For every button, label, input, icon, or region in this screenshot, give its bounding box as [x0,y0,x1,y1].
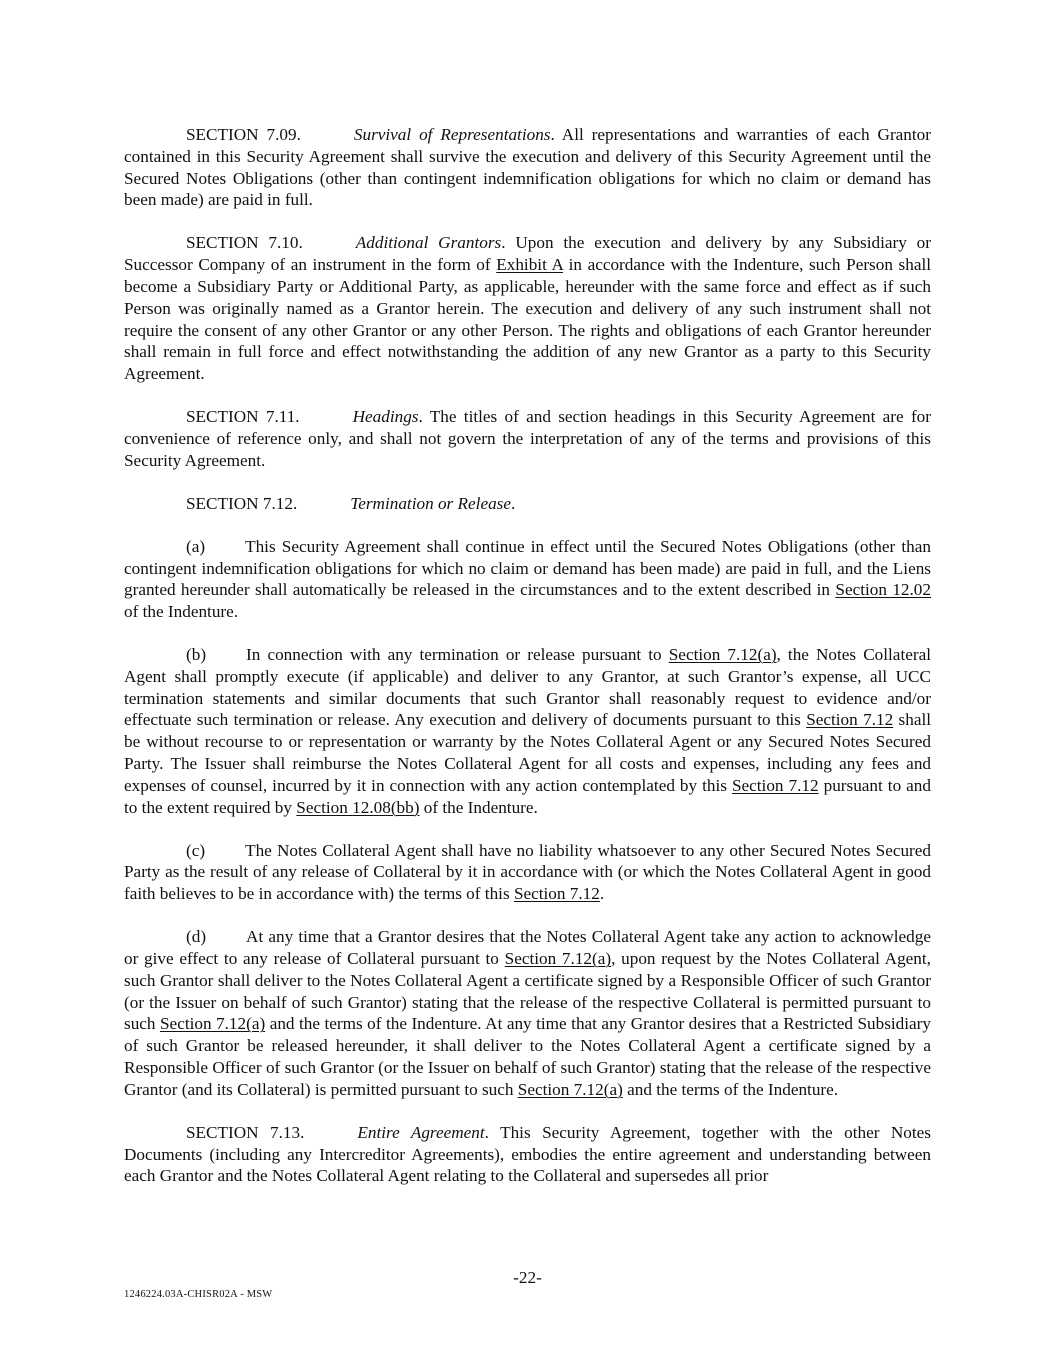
clause-label: (b) [186,645,207,665]
section-number: SECTION 7.10. [186,233,303,253]
section-title: Termination or Release [350,493,511,513]
section-7-09: SECTION 7.09. Survival of Representations. All representations and warranties of each Grantor contained in this Security Agreement shall survive the execution and delivery of this Security Agreement until the Secured Notes Obligations (other than contingent indemnification obligations for which no claim or demand has been made) are paid in full. [124,125,931,210]
section-reference: Section 7.12 [513,884,600,904]
page-number: -22- [513,1268,542,1287]
clause-c: (c) The Notes Collateral Agent shall have no liability whatsoever to any other Secured Notes Secured Party as the result of any release of Collateral by it in accordance with (or which the Notes Collateral Agent in good faith believes to be in accordance with) the terms of this Section 7.12. [124,840,931,904]
section-7-13: SECTION 7.13. Entire Agreement. This Security Agreement, together with the other Notes Documents (including any Intercreditor Agreements), embodies the entire agreement and understanding between each Grantor and the Notes Collateral Agent relating to the Collateral and supersedes all prior [124,1122,931,1186]
section-title: Entire Agreement [357,1122,485,1142]
section-reference: Section 7.12(a) [160,1014,266,1034]
clause-d: (d) At any time that a Grantor desires that the Notes Collateral Agent take any action to acknowledge or give effect to any release of Collateral pursuant to Section 7.12(a), upon request by the Notes Collateral Agent, such Grantor shall deliver to the Notes Collateral Agent a certificate signed by a Responsible Officer of such Grantor (or the Issuer on behalf of such Grantor) stating that the release of the respective Collateral is permitted pursuant to such Section 7.12(a) and the terms of the Indenture. At any time that any Grantor desires that a Restricted Subsidiary of such Grantor be released hereunder, it shall deliver to the Notes Collateral Agent a certificate signed by a Responsible Officer of such Grantor (or the Issuer on behalf of such Grantor) stating that the release of the respective Grantor (and its Collateral) is permitted pursuant to such Section 7.12(a) and the terms of the Indenture. [124,927,931,1099]
section-7-10: SECTION 7.10. Additional Grantors. Upon the execution and delivery by any Subsidiary or Successor Company of an instrument in the form of Exhibit A in accordance with the Indenture, such Person shall become a Subsidiary Party or Additional Party, as applicable, hereunder with the same force and effect as if such Person was originally named as a Grantor herein. The execution and delivery of any such instrument shall not require the consent of any other Grantor or any other Person. The rights and obligations of each Grantor hereunder shall remain in full force and effect notwithstanding the addition of any new Grantor as a party to this Security Agreement. [124,233,931,384]
document-body [124,124,931,1208]
section-reference: Section 7.12(a) [517,1079,623,1099]
section-reference: Section 7.12(a) [504,949,612,969]
clause-label: (c) [186,840,206,860]
section-title: Survival of Representations [353,125,551,144]
section-reference: Section 7.12 [806,710,894,730]
section-number: SECTION 7.09. [186,125,301,144]
section-reference: Section 7.12 [731,775,819,795]
section-7-11: SECTION 7.11. Headings. The titles of and section headings in this Security Agreement are for convenience of reference only, and shall not govern the interpretation of any of the terms and provisions of this Security Agreement. [124,407,931,470]
clause-label: (d) [186,927,207,947]
section-7-12-heading: SECTION 7.12. Termination or Release. [186,493,516,513]
clause-a: (a) This Security Agreement shall continue in effect until the Secured Notes Obligations (other than contingent indemnification obligations for which no claim or demand has been made) are paid in full, and the Liens granted hereunder shall automatically be released in the circumstances and to the extent described in Section 12.02 of the Indenture. [124,536,931,622]
section-title: Additional Grantors [355,233,502,253]
clause-label: (a) [186,536,206,556]
section-reference: Section 12.08(bb) [296,797,420,817]
clause-b: (b) In connection with any termination or release pursuant to Section 7.12(a), the Notes Collateral Agent shall promptly execute (if applicable) and deliver to any Grantor, at such Grantor’s expense, all UCC termination statements and similar documents that such Grantor shall reasonably request to evidence and/or effectuate such termination or release. Any execution and delivery of documents pursuant to this Section 7.12 shall be without recourse to or representation or warranty by the Notes Collateral Agent or any Secured Notes Secured Party. The Issuer shall reimburse the Notes Collateral Agent for all costs and expenses, including any fees and expenses of counsel, incurred by it in connection with any action contemplated by this Section 7.12 pursuant to and to the extent required by Section 12.08(bb) of the Indenture. [124,645,932,817]
section-number: SECTION 7.12. [186,493,298,513]
section-number: SECTION 7.11. [186,407,300,427]
section-number: SECTION 7.13. [186,1122,305,1142]
section-title: Headings [352,407,419,427]
section-reference: Section 7.12(a) [668,645,777,665]
section-reference: Section 12.02 [835,580,931,600]
document-code: 1246224.03A-CHISR02A - MSW [124,1289,273,1300]
exhibit-a-reference: Exhibit A [496,255,563,275]
